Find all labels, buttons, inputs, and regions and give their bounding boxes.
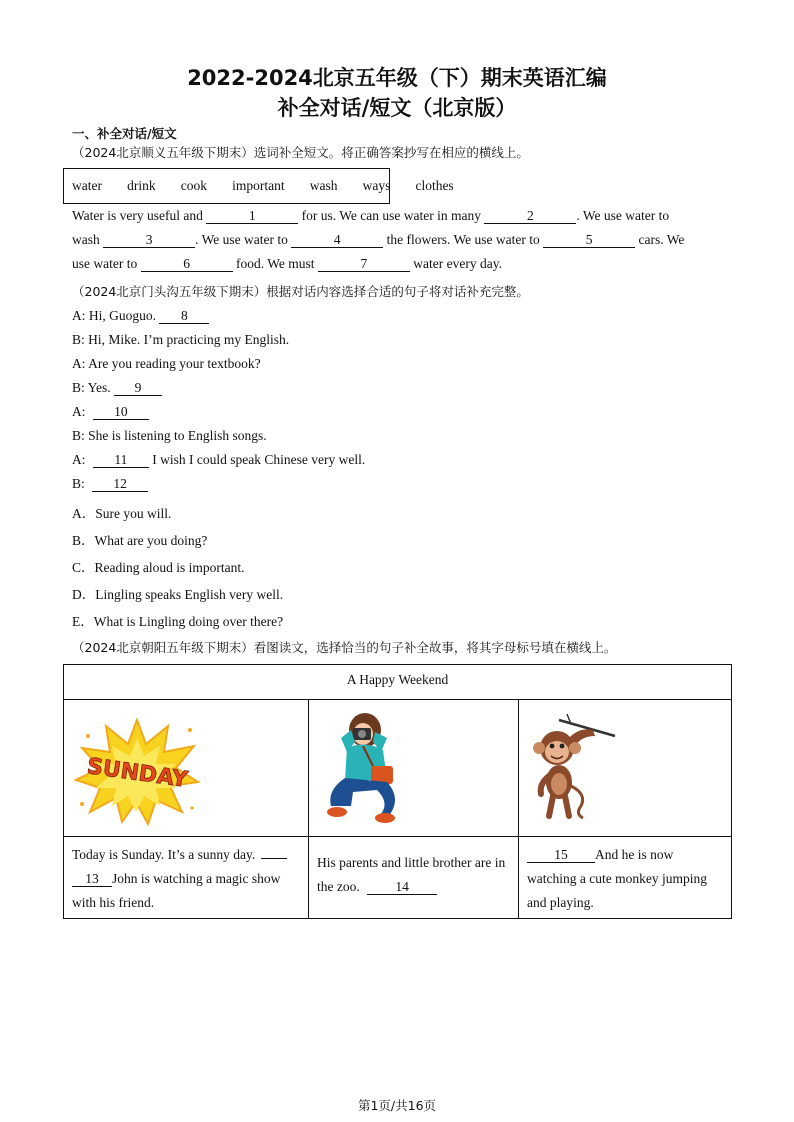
page-subtitle: 补全对话/短文（北京版）: [277, 96, 517, 120]
answer-blank-9[interactable]: 9: [114, 381, 162, 396]
answer-blank-2[interactable]: 2: [484, 209, 576, 224]
passage-text: cars. We: [638, 232, 685, 247]
dialog-line-6: B: She is listening to English songs.: [72, 428, 267, 443]
passage-text: Water is very useful and: [72, 208, 203, 223]
sunday-text: SUNDAY: [85, 754, 190, 793]
q2-intro: （2024北京门头沟五年级下期末）根据对话内容选择合适的句子将对话补充完整。: [72, 284, 529, 299]
story-text: Today is Sunday. It’s a sunny day.: [72, 847, 256, 862]
option-c: C．Reading aloud is important.: [72, 560, 245, 575]
answer-blank-6[interactable]: 6: [141, 257, 233, 272]
dialog-line-1: [72, 308, 209, 324]
passage-line-3: [72, 256, 502, 272]
woman-with-camera-icon: [317, 708, 407, 824]
option-d: D．Lingling speaks English very well.: [72, 587, 284, 602]
q1-intro: （2024北京顺义五年级下期末）选词补全短文。将正确答案抄写在相应的横线上。: [72, 145, 529, 160]
sunday-image-cell: [64, 700, 309, 837]
passage-text: . We use water to: [195, 232, 288, 247]
photographer-image-cell: [309, 700, 519, 837]
passage-text: use water to: [72, 256, 138, 271]
answer-blank-12[interactable]: 12: [92, 477, 148, 492]
story-table: [63, 664, 732, 919]
option-b: B．What are you doing?: [72, 533, 208, 548]
passage-line-1: [72, 208, 669, 224]
passage-text: food. We must: [235, 256, 315, 271]
monkey-image-cell: [519, 700, 732, 837]
word-bank-box: [63, 168, 454, 204]
answer-blank-14[interactable]: 14: [367, 880, 437, 895]
story-text: John is watching a magic show with his friend.: [72, 871, 281, 910]
story-title: A Happy Weekend: [64, 665, 732, 700]
passage-line-2: [72, 232, 684, 248]
dialog-text: A: Hi, Guoguo.: [72, 308, 156, 323]
dialog-text: B: Yes.: [72, 380, 111, 395]
dialog-line-5: [72, 404, 149, 420]
answer-blank-15[interactable]: 15: [527, 848, 595, 863]
monkey-icon: [523, 706, 623, 826]
dialog-line-4: [72, 380, 162, 396]
dialog-line-2: B: Hi, Mike. I’m practicing my English.: [72, 332, 290, 347]
section-heading: 一、补全对话/短文: [72, 126, 177, 141]
story-text-3: [519, 837, 732, 919]
dialog-text: B:: [72, 476, 85, 491]
dialog-line-7: [72, 452, 365, 468]
answer-blank-3[interactable]: 3: [103, 233, 195, 248]
answer-blank-1[interactable]: 1: [206, 209, 298, 224]
word-bank: water drink cook important wash ways clothes: [72, 178, 454, 193]
story-text-2: [309, 837, 519, 919]
passage-text: for us. We can use water in many: [301, 208, 481, 223]
story-text: And he is now watching a cute monkey jumping and playing.: [527, 847, 707, 910]
dialog-text: I wish I could speak Chinese very well.: [152, 452, 366, 467]
sunday-burst-icon: [72, 716, 202, 826]
page-title: 2022-2024北京五年级（下）期末英语汇编: [187, 66, 607, 90]
story-text-1: [64, 837, 309, 919]
option-e: E．What is Lingling doing over there?: [72, 614, 284, 629]
story-text: His parents and little brother are in the zoo.: [317, 855, 506, 894]
page-number: 第1页/共16页: [357, 1098, 437, 1113]
answer-blank-7[interactable]: 7: [318, 257, 410, 272]
passage-text: . We use water to: [576, 208, 670, 223]
answer-blank-8[interactable]: 8: [159, 309, 209, 324]
q3-intro: （2024北京朝阳五年级下期末）看图读文，选择恰当的句子补全故事，将其字母标号填在横线上。: [72, 640, 617, 655]
answer-blank-5[interactable]: 5: [543, 233, 635, 248]
dialog-line-3: A: Are you reading your textbook?: [72, 356, 261, 371]
passage-text: the flowers. We use water to: [386, 232, 540, 247]
dialog-text: A:: [72, 404, 86, 419]
dialog-text: A:: [72, 452, 86, 467]
option-a: A．Sure you will.: [72, 506, 172, 521]
answer-blank-10[interactable]: 10: [93, 405, 149, 420]
passage-text: wash: [72, 232, 100, 247]
dialog-line-8: [72, 476, 148, 492]
answer-blank-11[interactable]: 11: [93, 453, 149, 468]
answer-blank-4[interactable]: 4: [291, 233, 383, 248]
passage-text: water every day.: [413, 256, 502, 271]
answer-blank-13[interactable]: 13: [72, 872, 112, 887]
